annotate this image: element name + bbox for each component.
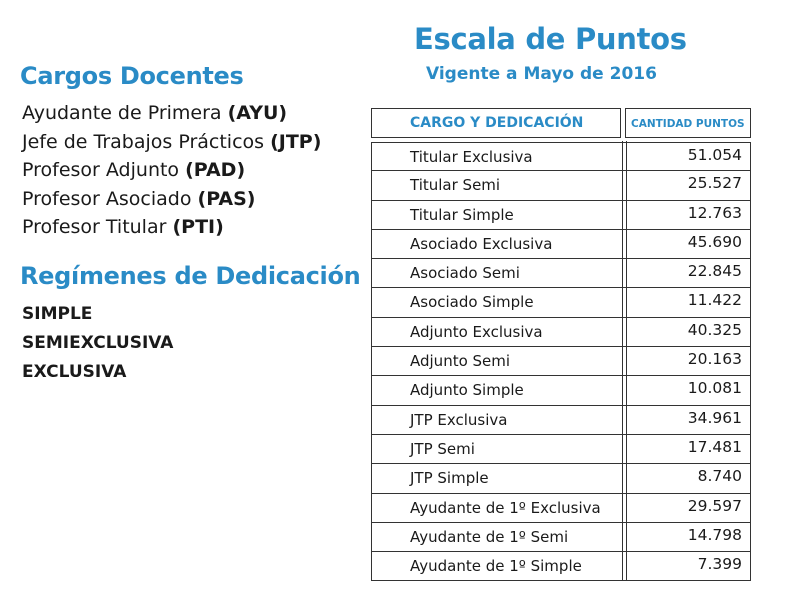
cargos-list (22, 99, 321, 242)
cell-cargo: Asociado Simple (410, 293, 534, 312)
points-table (371, 142, 751, 581)
table-row (371, 171, 751, 200)
cell-cargo: JTP Semi (410, 439, 475, 458)
table-row (371, 201, 751, 230)
table-row (371, 523, 751, 552)
column-divider (622, 405, 627, 435)
cargo-code: (JTP) (270, 130, 322, 153)
table-row (371, 318, 751, 347)
list-item (22, 213, 321, 242)
cargo-name: Profesor Titular (22, 216, 167, 238)
cell-cargo: Asociado Semi (410, 264, 520, 283)
list-item: EXCLUSIVA (22, 362, 127, 382)
cell-puntos: 45.690 (687, 232, 742, 251)
cell-cargo: Adjunto Semi (410, 352, 511, 371)
table-row (371, 406, 751, 435)
cell-cargo: Ayudante de 1º Simple (410, 557, 582, 576)
regimenes-heading: Regímenes de Dedicación (20, 262, 361, 290)
column-divider (622, 463, 627, 493)
cell-cargo: Asociado Exclusiva (410, 234, 553, 253)
cell-cargo: Adjunto Simple (410, 381, 524, 400)
column-divider (622, 434, 627, 464)
table-row (371, 464, 751, 493)
column-divider (622, 551, 627, 581)
cargos-heading: Cargos Docentes (20, 62, 244, 90)
header-puntos-label: CANTIDAD PUNTOS (631, 118, 745, 130)
table-row (371, 494, 751, 523)
cell-cargo: Titular Exclusiva (410, 148, 533, 166)
cell-cargo: JTP Exclusiva (410, 410, 508, 429)
cell-puntos: 22.845 (687, 262, 742, 281)
table-row (371, 435, 751, 464)
list-item (22, 185, 321, 214)
cargo-name: Profesor Asociado (22, 187, 192, 210)
cargo-name: Jefe de Trabajos Prácticos (22, 130, 265, 153)
table-row (371, 552, 751, 581)
column-divider (622, 141, 627, 171)
table-row (371, 142, 751, 171)
header-cargo-label: CARGO Y DEDICACIÓN (410, 115, 584, 131)
cell-puntos: 51.054 (687, 146, 742, 164)
header-cell-puntos (625, 108, 751, 138)
page-title: Escala de Puntos (414, 22, 687, 56)
cell-cargo: Ayudante de 1º Semi (410, 527, 569, 546)
cell-puntos: 10.081 (687, 379, 742, 398)
cell-puntos: 12.763 (687, 203, 742, 222)
cell-cargo: Titular Semi (410, 176, 501, 195)
column-divider (622, 346, 627, 376)
table-row (371, 230, 751, 259)
table-row (371, 259, 751, 288)
cell-puntos: 8.740 (697, 467, 742, 486)
cell-puntos: 11.422 (687, 291, 742, 310)
cell-cargo: Titular Simple (410, 205, 514, 224)
cell-puntos: 7.399 (697, 555, 742, 574)
column-divider (622, 493, 627, 523)
column-divider (622, 317, 627, 347)
cell-puntos: 25.527 (687, 174, 742, 193)
column-divider (622, 287, 627, 317)
cargo-code: (PAD) (185, 159, 246, 181)
cargo-name: Ayudante de Primera (22, 102, 222, 124)
column-divider (622, 200, 627, 230)
cell-puntos: 17.481 (687, 437, 742, 456)
cell-puntos: 40.325 (687, 320, 742, 339)
column-divider (622, 522, 627, 552)
cell-cargo: Adjunto Exclusiva (410, 322, 543, 341)
cargo-code: (PAS) (197, 187, 256, 210)
column-divider (622, 229, 627, 259)
cell-puntos: 14.798 (687, 525, 742, 544)
list-item (22, 128, 321, 157)
cell-cargo: Ayudante de 1º Exclusiva (410, 498, 601, 517)
column-divider (622, 170, 627, 200)
page-subtitle: Vigente a Mayo de 2016 (426, 64, 657, 84)
cargo-name: Profesor Adjunto (22, 159, 180, 181)
list-item: SIMPLE (22, 304, 93, 324)
column-divider (622, 375, 627, 405)
cell-puntos: 29.597 (687, 496, 742, 515)
header-cell-cargo (371, 108, 621, 138)
list-item (22, 156, 321, 185)
list-item (22, 99, 321, 128)
cell-cargo: JTP Simple (410, 469, 489, 488)
table-row (371, 288, 751, 317)
cell-puntos: 34.961 (687, 408, 742, 427)
cargo-code: (AYU) (227, 102, 288, 124)
regimenes-list (22, 300, 173, 387)
list-item: SEMIEXCLUSIVA (22, 333, 174, 353)
column-divider (622, 258, 627, 288)
table-row (371, 347, 751, 376)
cell-puntos: 20.163 (687, 350, 742, 369)
table-row (371, 376, 751, 405)
table-header (371, 108, 751, 138)
cargo-code: (PTI) (172, 216, 224, 238)
